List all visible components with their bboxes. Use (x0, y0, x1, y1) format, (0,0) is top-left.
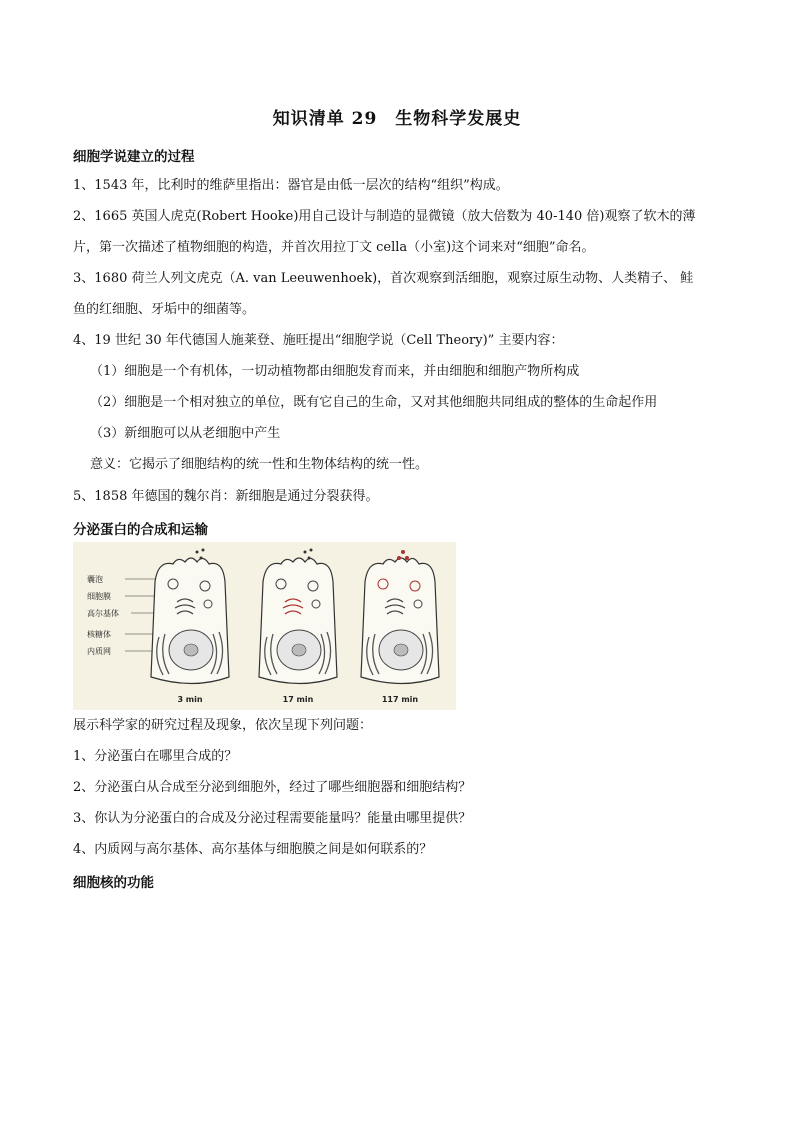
paragraph-line: 片，第一次描述了植物细胞的构造，并首次用拉丁文 cella（小室)这个词来对“细胞”命名。 (73, 240, 595, 255)
label-vesicle: 囊泡 (87, 575, 103, 584)
time-label: 17 min (282, 695, 314, 704)
paragraph-line: （3）新细胞可以从老细胞中产生 (90, 426, 281, 441)
section-heading-nucleus: 细胞核的功能 (73, 875, 154, 891)
paragraph-line: 鱼的红细胞、牙垢中的细菌等。 (73, 302, 256, 317)
section-heading-cell-theory: 细胞学说建立的过程 (73, 149, 195, 165)
label-ribosome: 核糖体 (87, 630, 111, 639)
paragraph-line: 4、内质网与高尔基体、高尔基体与细胞膜之间是如何联系的？ (73, 842, 433, 857)
cell-diagram-3min (151, 549, 229, 684)
time-label: 117 min (381, 695, 419, 704)
page-title: 知识清单 29 生物科学发展史 (272, 109, 522, 129)
paragraph-line: 1、分泌蛋白在哪里合成的？ (73, 749, 238, 764)
label-er: 内质网 (87, 647, 111, 656)
time-label: 3 min (177, 695, 203, 704)
paragraph-line: 4、19 世纪 30 年代德国人施莱登、施旺提出“细胞学说（Cell Theory)” 主要内容： (73, 333, 564, 348)
section-heading-secretion: 分泌蛋白的合成和运输 (73, 522, 208, 538)
paragraph-line: 意义：它揭示了细胞结构的统一性和生物体结构的统一性。 (90, 457, 429, 472)
label-cell-membrane: 细胞膜 (87, 592, 111, 601)
paragraph-line: 5、1858 年德国的魏尔肖：新细胞是通过分裂获得。 (73, 489, 379, 504)
cell-diagram-117min (361, 550, 439, 684)
paragraph-line: 1、1543 年，比利时的维萨里指出：器官是由低一层次的结构“组织”构成。 (73, 178, 509, 193)
cell-diagram-17min (259, 549, 337, 684)
label-golgi: 高尔基体 (87, 609, 119, 618)
paragraph-line: 3、你认为分泌蛋白的合成及分泌过程需要能量吗？能量由哪里提供？ (73, 811, 472, 826)
paragraph-line: 2、分泌蛋白从合成至分泌到细胞外，经过了哪些细胞器和细胞结构？ (73, 780, 472, 795)
paragraph-line: 3、1680 荷兰人列文虎克（A. van Leeuwenhoek)，首次观察到活细胞，观察过原生动物、人类精子、 鲑 (73, 271, 694, 286)
paragraph-line: （2）细胞是一个相对独立的单位，既有它自己的生命，又对其他细胞共同组成的整体的生命起作用 (90, 395, 658, 410)
paragraph-line: 展示科学家的研究过程及现象，依次呈现下列问题： (73, 718, 373, 733)
secretion-figure (73, 542, 456, 710)
paragraph-line: （1）细胞是一个有机体，一切动植物都由细胞发育而来，并由细胞和细胞产物所构成 (90, 364, 580, 379)
paragraph-line: 2、1665 英国人虎克(Robert Hooke)用自己设计与制造的显微镜（放大倍数为 40-140 倍)观察了软木的薄 (73, 209, 696, 224)
